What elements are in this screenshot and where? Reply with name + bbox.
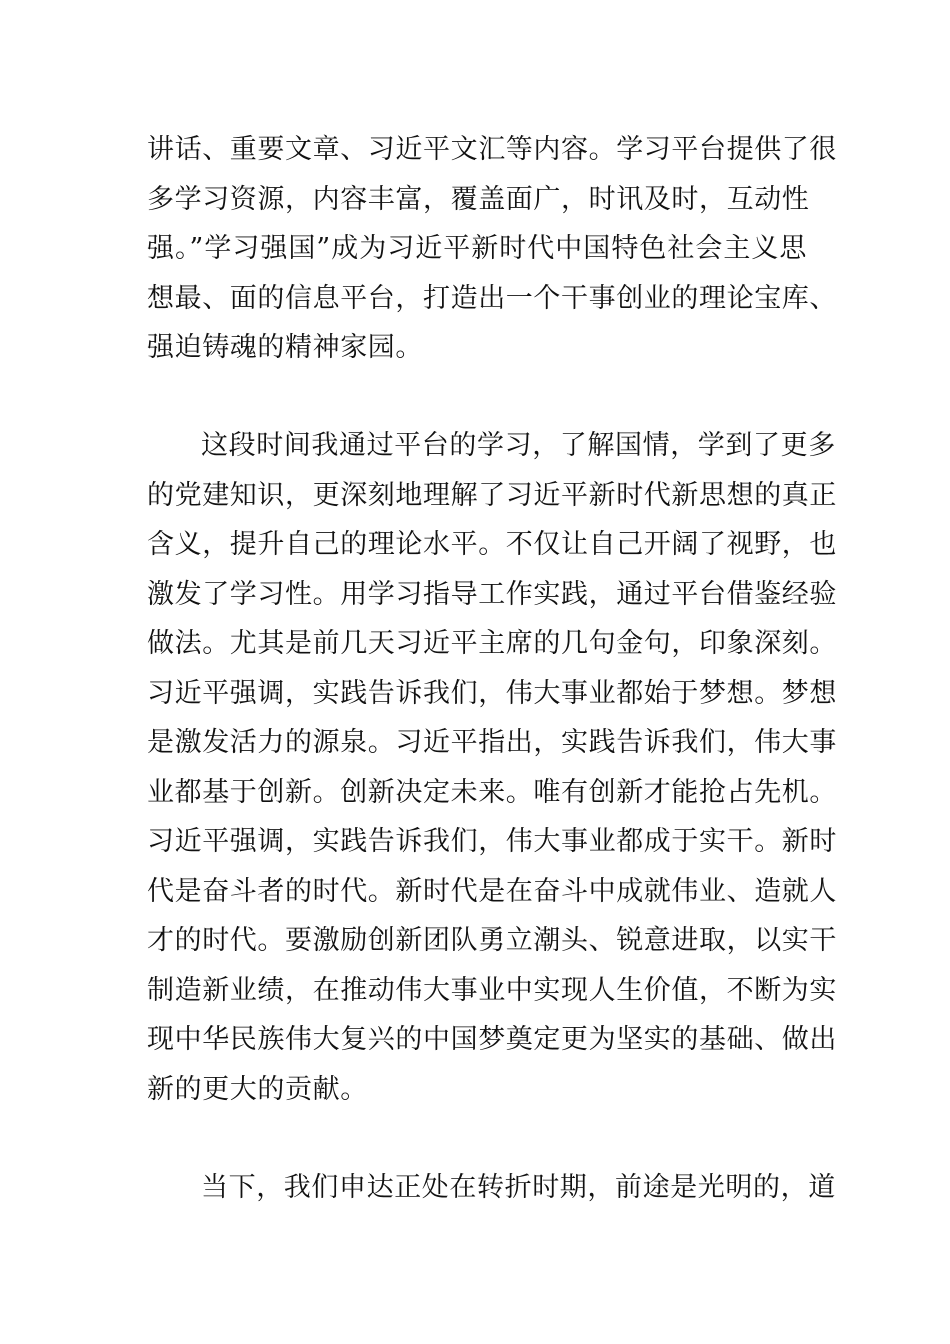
text-line: 习近平强调，实践告诉我们，伟大事业都始于梦想。梦想 (147, 678, 837, 709)
text-line: 讲话、重要文章、习近平文汇等内容。学习平台提供了很 (147, 134, 837, 165)
text-line: 制造新业绩，在推动伟大事业中实现人生价值，不断为实 (147, 975, 837, 1006)
text-line: 代是奋斗者的时代。新时代是在奋斗中成就伟业、造就人 (147, 876, 837, 907)
text-line: 含义，提升自己的理论水平。不仅让自己开阔了视野，也 (147, 529, 837, 560)
text-line: 新的更大的贡献。 (147, 1074, 368, 1105)
text-line: 才的时代。要激励创新团队勇立潮头、锐意进取，以实干 (147, 925, 837, 956)
text-line: 是激发活力的源泉。习近平指出，实践告诉我们，伟大事 (147, 727, 837, 758)
text-line: 强。”学习强国”成为习近平新时代中国特色社会主义思 (147, 233, 807, 264)
text-line: 想最、面的信息平台，打造出一个干事创业的理论宝库、 (147, 283, 837, 314)
text-line: 强迫铸魂的精神家园。 (147, 332, 423, 363)
text-line: 的党建知识，更深刻地理解了习近平新时代新思想的真正 (147, 480, 837, 511)
text-line: 现中华民族伟大复兴的中国梦奠定更为坚实的基础、做出 (147, 1024, 837, 1055)
text-line: 习近平强调，实践告诉我们，伟大事业都成于实干。新时 (147, 826, 837, 857)
text-line: 这段时间我通过平台的学习，了解国情，学到了更多 (201, 430, 836, 461)
text-line: 做法。尤其是前几天习近平主席的几句金句，印象深刻。 (147, 628, 837, 659)
text-line: 激发了学习性。用学习指导工作实践，通过平台借鉴经验 (147, 579, 837, 610)
text-line: 多学习资源，内容丰富，覆盖面广，时讯及时，互动性 (147, 184, 810, 215)
text-line: 当下，我们申达正处在转折时期，前途是光明的，道 (201, 1172, 836, 1203)
text-line: 业都基于创新。创新决定未来。唯有创新才能抢占先机。 (147, 777, 837, 808)
